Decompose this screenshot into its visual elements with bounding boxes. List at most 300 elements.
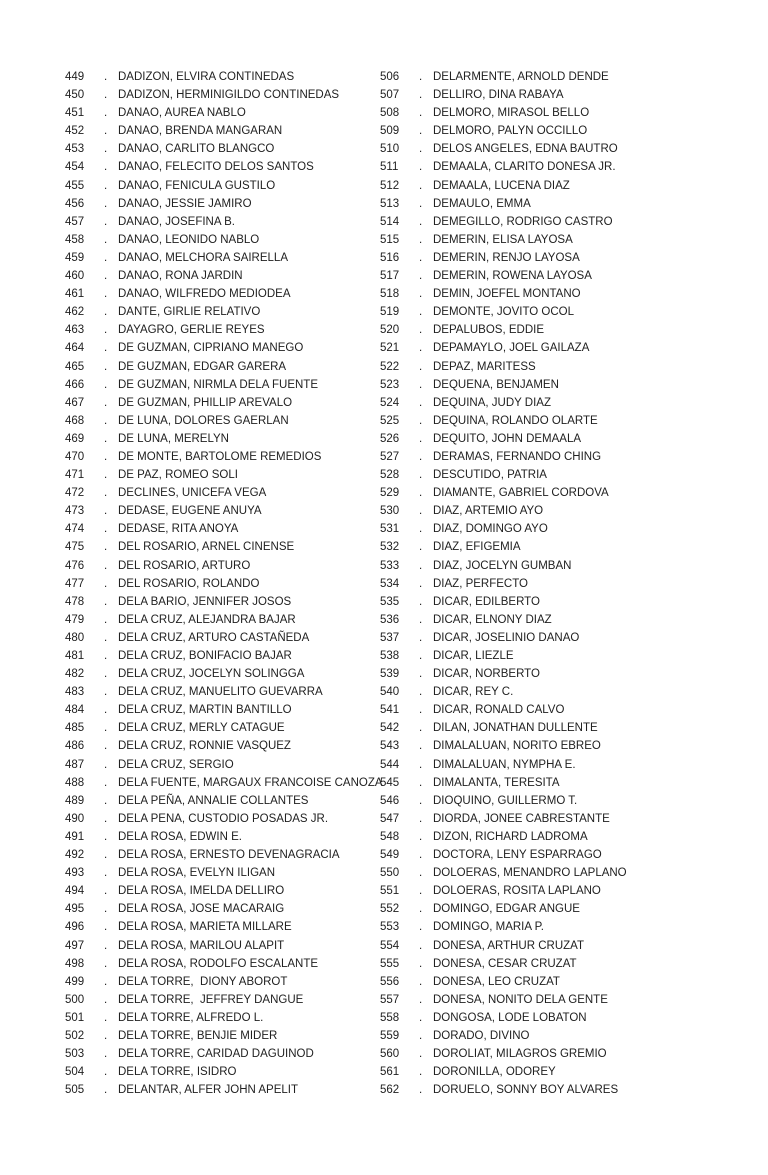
entry-name: DELA CRUZ, JOCELYN SOLINGGA: [118, 668, 305, 681]
entry-number: 538: [380, 650, 400, 662]
entry-name: DANAO, FELECITO DELOS SANTOS: [118, 161, 314, 174]
entry-number: 452: [65, 125, 85, 138]
list-entry: [65, 918, 380, 936]
entry-separator: .: [419, 414, 423, 427]
list-entry: [380, 991, 710, 1009]
entry-separator: .: [104, 885, 108, 898]
entry-name: DEMIN, JOEFEL MONTANO: [433, 288, 581, 301]
entry-separator: .: [104, 1029, 108, 1042]
list-entry: [65, 611, 380, 629]
entry-separator: .: [419, 450, 423, 463]
list-entry: [65, 177, 380, 195]
entry-name: DADIZON, ELVIRA CONTINEDAS: [118, 71, 295, 83]
list-entry: [65, 502, 380, 520]
entry-separator: .: [419, 794, 423, 807]
entry-separator: .: [104, 306, 108, 319]
list-entry: [65, 231, 380, 249]
list-entry: [65, 991, 380, 1009]
entry-number: 463: [65, 324, 85, 337]
entry-name: DANAO, MELCHORA SAIRELLA: [118, 251, 288, 264]
entry-separator: .: [104, 396, 108, 409]
entry-name: DEPALUBOS, EDDIE: [433, 324, 544, 337]
entry-name: DORUELO, SONNY BOY ALVARES: [433, 1084, 619, 1097]
entry-name: DECLINES, UNICEFA VEGA: [118, 487, 267, 500]
entry-name: DEL ROSARIO, ROLANDO: [118, 577, 260, 590]
entry-name: DOLOERAS, ROSITA LAPLANO: [433, 885, 601, 898]
entry-name: DE LUNA, MERELYN: [118, 432, 229, 445]
list-entry: [380, 774, 710, 792]
entry-separator: .: [419, 758, 423, 771]
entry-name: DANAO, FENICULA GUSTILO: [118, 179, 276, 192]
list-entry: [65, 1081, 380, 1099]
entry-name: DANAO, RONA JARDIN: [118, 270, 243, 283]
entry-separator: .: [419, 215, 423, 228]
list-entry: [380, 719, 710, 737]
entry-number: 477: [65, 577, 85, 590]
list-entry: [65, 701, 380, 719]
entry-separator: .: [104, 631, 108, 644]
list-entry: [380, 86, 710, 104]
entry-name: DONESA, CESAR CRUZAT: [433, 957, 577, 970]
entry-name: DIMALALUAN, NORITO EBREO: [433, 740, 601, 753]
entry-separator: .: [419, 125, 423, 138]
entry-separator: .: [104, 324, 108, 337]
entry-name: DELA ROSA, EDWIN E.: [118, 830, 242, 843]
entry-number: 562: [380, 1084, 400, 1097]
list-entry: [380, 249, 710, 267]
entry-separator: .: [419, 233, 423, 246]
entry-number: 548: [380, 830, 400, 843]
list-entry: [380, 937, 710, 955]
entry-name: DELA BARIO, JENNIFER JOSOS: [118, 595, 292, 608]
entry-number: 534: [380, 577, 400, 590]
entry-name: DOCTORA, LENY ESPARRAGO: [433, 849, 602, 862]
entry-separator: .: [419, 722, 423, 735]
entry-number: 507: [380, 89, 400, 102]
list-entry: [65, 810, 380, 828]
entry-separator: .: [104, 215, 108, 228]
list-entry: [65, 412, 380, 430]
entry-separator: .: [419, 71, 423, 83]
entry-separator: .: [419, 378, 423, 391]
entry-separator: .: [419, 957, 423, 970]
entry-separator: .: [104, 812, 108, 825]
entry-name: DIMALALUAN, NYMPHA E.: [433, 758, 576, 771]
list-entry: [380, 1045, 710, 1063]
list-entry: [65, 1027, 380, 1045]
entry-name: DESCUTIDO, PATRIA: [433, 469, 547, 482]
entry-separator: .: [104, 342, 108, 355]
entry-separator: .: [419, 921, 423, 934]
entry-name: DELOS ANGELES, EDNA BAUTRO: [433, 143, 618, 156]
list-entry: [65, 448, 380, 466]
entry-separator: .: [104, 613, 108, 626]
entry-name: DE GUZMAN, EDGAR GARERA: [118, 360, 287, 373]
list-entry: [380, 321, 710, 339]
list-entry: [65, 937, 380, 955]
entry-number: 462: [65, 306, 85, 319]
entry-separator: .: [419, 288, 423, 301]
entry-separator: .: [104, 541, 108, 554]
entry-separator: .: [104, 197, 108, 210]
entry-number: 521: [380, 342, 400, 355]
list-entry: [65, 665, 380, 683]
entry-name: DEPAZ, MARITESS: [433, 360, 536, 373]
entry-name: DICAR, LIEZLE: [433, 650, 514, 662]
entry-separator: .: [104, 505, 108, 518]
entry-name: DELARMENTE, ARNOLD DENDE: [433, 71, 609, 83]
entry-number: 508: [380, 107, 400, 120]
entry-separator: .: [104, 1011, 108, 1024]
entry-separator: .: [419, 1048, 423, 1061]
entry-number: 482: [65, 668, 85, 681]
entry-number: 537: [380, 631, 400, 644]
entry-number: 493: [65, 867, 85, 880]
entry-name: DELA CRUZ, MARTIN BANTILLO: [118, 704, 292, 717]
entry-name: DEMONTE, JOVITO OCOL: [433, 306, 574, 319]
entry-separator: .: [419, 396, 423, 409]
list-entry: [380, 973, 710, 991]
entry-separator: .: [104, 830, 108, 843]
list-entry: [65, 104, 380, 122]
entry-number: 545: [380, 776, 400, 789]
list-entry: [380, 122, 710, 140]
entry-number: 553: [380, 921, 400, 934]
list-entry: [65, 792, 380, 810]
entry-number: 514: [380, 215, 400, 228]
entry-name: DE GUZMAN, PHILLIP AREVALO: [118, 396, 293, 409]
list-entry: [65, 466, 380, 484]
entry-separator: .: [104, 523, 108, 536]
entry-separator: .: [419, 595, 423, 608]
entry-number: 457: [65, 215, 85, 228]
entry-name: DEDASE, RITA ANOYA: [118, 523, 239, 536]
entry-name: DELA PEÑA, ANNALIE COLLANTES: [118, 794, 309, 807]
list-entry: [65, 774, 383, 792]
list-entry: [65, 68, 380, 86]
entry-name: DELA ROSA, MARILOU ALAPIT: [118, 939, 285, 952]
entry-number: 451: [65, 107, 85, 120]
entry-name: DELLIRO, DINA RABAYA: [433, 89, 564, 102]
entry-number: 558: [380, 1011, 400, 1024]
entry-name: DANTE, GIRLIE RELATIVO: [118, 306, 261, 319]
entry-name: DANAO, CARLITO BLANGCO: [118, 143, 275, 156]
list-entry: [65, 321, 380, 339]
entry-separator: .: [419, 867, 423, 880]
entry-number: 524: [380, 396, 400, 409]
entry-separator: .: [419, 849, 423, 862]
entry-separator: .: [419, 776, 423, 789]
list-entry: [380, 412, 710, 430]
entry-number: 471: [65, 469, 85, 482]
entry-name: DADIZON, HERMINIGILDO CONTINEDAS: [118, 89, 340, 102]
entry-number: 464: [65, 342, 85, 355]
list-entry: [65, 647, 380, 665]
entry-number: 539: [380, 668, 400, 681]
entry-number: 470: [65, 450, 85, 463]
entry-separator: .: [104, 179, 108, 192]
entry-name: DEQUINA, JUDY DIAZ: [433, 396, 551, 409]
entry-separator: .: [104, 1084, 108, 1097]
entry-number: 497: [65, 939, 85, 952]
entry-name: DELMORO, MIRASOL BELLO: [433, 107, 590, 120]
entry-name: DIAZ, ARTEMIO AYO: [433, 505, 544, 518]
entry-name: DICAR, EDILBERTO: [433, 595, 540, 608]
list-entry: [380, 177, 710, 195]
entry-name: DAYAGRO, GERLIE REYES: [118, 324, 265, 337]
entry-number: 491: [65, 830, 85, 843]
entry-number: 510: [380, 143, 400, 156]
entry-name: DONESA, LEO CRUZAT: [433, 975, 560, 988]
entry-name: DANAO, BRENDA MANGARAN: [118, 125, 283, 138]
list-entry: [380, 918, 710, 936]
entry-separator: .: [419, 270, 423, 283]
entry-separator: .: [419, 469, 423, 482]
entry-separator: .: [419, 686, 423, 699]
entry-number: 547: [380, 812, 400, 825]
entry-name: DELA TORRE, BENJIE MIDER: [118, 1029, 278, 1042]
entry-separator: .: [104, 668, 108, 681]
list-entry: [380, 900, 710, 918]
entry-name: DICAR, NORBERTO: [433, 668, 540, 681]
entry-number: 472: [65, 487, 85, 500]
list-entry: [65, 900, 380, 918]
list-entry: [380, 882, 710, 900]
entry-number: 544: [380, 758, 400, 771]
list-entry: [380, 538, 710, 556]
list-entry: [65, 846, 380, 864]
entry-name: DELA ROSA, EVELYN ILIGAN: [118, 867, 276, 880]
entry-number: 480: [65, 631, 85, 644]
entry-number: 543: [380, 740, 400, 753]
entry-name: DIAZ, EFIGEMIA: [433, 541, 521, 554]
entry-number: 523: [380, 378, 400, 391]
entry-number: 475: [65, 541, 85, 554]
list-entry: [380, 955, 710, 973]
entry-number: 495: [65, 903, 85, 916]
list-entry: [380, 195, 710, 213]
list-entry: [65, 213, 380, 231]
entry-name: DELA CRUZ, MERLY CATAGUE: [118, 722, 285, 735]
entry-name: DOROLIAT, MILAGROS GREMIO: [433, 1048, 607, 1061]
list-entry: [65, 122, 380, 140]
entry-number: 550: [380, 867, 400, 880]
entry-separator: .: [104, 595, 108, 608]
entry-name: DEMERIN, ELISA LAYOSA: [433, 233, 573, 246]
entry-name: DELA ROSA, RODOLFO ESCALANTE: [118, 957, 319, 970]
entry-number: 460: [65, 270, 85, 283]
list-entry: [380, 828, 710, 846]
list-entry: [65, 575, 380, 593]
entry-number: 481: [65, 650, 85, 662]
entry-separator: .: [104, 71, 108, 83]
entry-number: 515: [380, 233, 400, 246]
entry-separator: .: [104, 251, 108, 264]
list-entry: [380, 1009, 710, 1027]
list-entry: [380, 339, 710, 357]
entry-name: DIOQUINO, GUILLERMO T.: [433, 794, 578, 807]
entry-number: 525: [380, 414, 400, 427]
list-entry: [380, 1027, 710, 1045]
entry-number: 485: [65, 722, 85, 735]
entry-name: DIAZ, PERFECTO: [433, 577, 528, 590]
entry-number: 501: [65, 1011, 85, 1024]
entry-number: 555: [380, 957, 400, 970]
entry-name: DIMALANTA, TERESITA: [433, 776, 560, 789]
list-entry: [65, 140, 380, 158]
entry-separator: .: [419, 143, 423, 156]
entry-number: 500: [65, 993, 85, 1006]
entry-separator: .: [419, 903, 423, 916]
entry-separator: .: [104, 288, 108, 301]
entry-separator: .: [419, 1011, 423, 1024]
entry-name: DICAR, ELNONY DIAZ: [433, 613, 552, 626]
list-entry: [380, 611, 710, 629]
entry-name: DELA ROSA, IMELDA DELLIRO: [118, 885, 285, 898]
list-entry: [380, 756, 710, 774]
entry-name: DELA FUENTE, MARGAUX FRANCOISE CANOZA: [118, 776, 383, 789]
list-column-right: [380, 68, 710, 1099]
entry-separator: .: [419, 251, 423, 264]
entry-name: DE LUNA, DOLORES GAERLAN: [118, 414, 289, 427]
entry-name: DEMAULO, EMMA: [433, 197, 531, 210]
entry-number: 450: [65, 89, 85, 102]
list-entry: [65, 358, 380, 376]
entry-name: DELA TORRE, ALFREDO L.: [118, 1011, 264, 1024]
entry-separator: .: [104, 849, 108, 862]
list-entry: [380, 104, 710, 122]
entry-number: 511: [380, 161, 399, 174]
entry-number: 535: [380, 595, 400, 608]
entry-name: DELA TORRE, JEFFREY DANGUE: [118, 993, 304, 1006]
entry-number: 549: [380, 849, 400, 862]
list-entry: [380, 701, 710, 719]
list-entry: [380, 466, 710, 484]
list-entry: [65, 520, 380, 538]
entry-name: DANAO, JOSEFINA B.: [118, 215, 235, 228]
entry-name: DELA CRUZ, SERGIO: [118, 758, 234, 771]
entry-number: 527: [380, 450, 400, 463]
entry-number: 528: [380, 469, 400, 482]
list-entry: [380, 394, 710, 412]
entry-name: DELA ROSA, JOSE MACARAIG: [118, 903, 285, 916]
entry-separator: .: [104, 993, 108, 1006]
list-entry: [380, 665, 710, 683]
entry-number: 474: [65, 523, 85, 536]
entry-name: DOMINGO, EDGAR ANGUE: [433, 903, 580, 916]
list-entry: [65, 683, 380, 701]
entry-name: DELANTAR, ALFER JOHN APELIT: [118, 1084, 299, 1097]
entry-separator: .: [419, 179, 423, 192]
entry-name: DONGOSA, LODE LOBATON: [433, 1011, 587, 1024]
entry-name: DEDASE, EUGENE ANUYA: [118, 505, 262, 518]
entry-number: 503: [65, 1048, 85, 1061]
entry-separator: .: [419, 342, 423, 355]
entry-number: 473: [65, 505, 85, 518]
list-entry: [65, 195, 380, 213]
entry-separator: .: [104, 704, 108, 717]
entry-separator: .: [104, 758, 108, 771]
entry-number: 488: [65, 776, 85, 789]
entry-separator: .: [419, 107, 423, 120]
entry-name: DELA ROSA, MARIETA MILLARE: [118, 921, 292, 934]
entry-separator: .: [419, 324, 423, 337]
entry-name: DEMERIN, RENJO LAYOSA: [433, 251, 580, 264]
entry-number: 512: [380, 179, 400, 192]
entry-name: DEQUITO, JOHN DEMAALA: [433, 432, 582, 445]
entry-separator: .: [419, 975, 423, 988]
entry-number: 504: [65, 1066, 85, 1079]
entry-name: DEMERIN, ROWENA LAYOSA: [433, 270, 592, 283]
entry-name: DORADO, DIVINO: [433, 1029, 530, 1042]
list-entry: [380, 629, 710, 647]
list-entry: [65, 1009, 380, 1027]
entry-separator: .: [419, 939, 423, 952]
entry-name: DELA TORRE, ISIDRO: [118, 1066, 237, 1079]
entry-name: DOLOERAS, MENANDRO LAPLANO: [433, 867, 627, 880]
entry-name: DILAN, JONATHAN DULLENTE: [433, 722, 598, 735]
entry-separator: .: [104, 1066, 108, 1079]
entry-separator: .: [104, 686, 108, 699]
entry-number: 468: [65, 414, 85, 427]
list-entry: [380, 267, 710, 285]
list-entry: [380, 484, 710, 502]
entry-separator: .: [104, 161, 108, 174]
entry-name: DANAO, AUREA NABLO: [118, 107, 246, 120]
entry-name: DEQUENA, BENJAMEN: [433, 378, 559, 391]
entry-separator: .: [104, 794, 108, 807]
entry-name: DERAMAS, FERNANDO CHING: [433, 450, 602, 463]
entry-number: 467: [65, 396, 85, 409]
entry-number: 536: [380, 613, 400, 626]
entry-separator: .: [104, 378, 108, 391]
list-entry: [380, 792, 710, 810]
entry-name: DELMORO, PALYN OCCILLO: [433, 125, 588, 138]
entry-number: 554: [380, 939, 400, 952]
entry-number: 479: [65, 613, 85, 626]
entry-separator: .: [104, 233, 108, 246]
entry-name: DICAR, RONALD CALVO: [433, 704, 565, 717]
list-entry: [380, 502, 710, 520]
list-entry: [380, 68, 710, 86]
entry-number: 461: [65, 288, 85, 301]
entry-number: 509: [380, 125, 400, 138]
entry-separator: .: [104, 89, 108, 102]
list-entry: [380, 430, 710, 448]
list-entry: [380, 231, 710, 249]
entry-number: 498: [65, 957, 85, 970]
entry-name: DEMEGILLO, RODRIGO CASTRO: [433, 215, 613, 228]
entry-name: DELA CRUZ, BONIFACIO BAJAR: [118, 650, 292, 662]
list-entry: [380, 593, 710, 611]
entry-name: DIAZ, DOMINGO AYO: [433, 523, 548, 536]
entry-separator: .: [419, 704, 423, 717]
entry-name: DIZON, RICHARD LADROMA: [433, 830, 588, 843]
entry-separator: .: [419, 613, 423, 626]
entry-number: 559: [380, 1029, 400, 1042]
entry-number: 517: [380, 270, 400, 283]
entry-number: 492: [65, 849, 85, 862]
entry-number: 506: [380, 71, 400, 83]
entry-number: 469: [65, 432, 85, 445]
entry-separator: .: [419, 650, 423, 662]
list-entry: [380, 1063, 710, 1081]
entry-separator: .: [104, 975, 108, 988]
entry-separator: .: [104, 740, 108, 753]
list-entry: [380, 1081, 710, 1099]
list-entry: [65, 303, 380, 321]
list-entry: [65, 1045, 380, 1063]
